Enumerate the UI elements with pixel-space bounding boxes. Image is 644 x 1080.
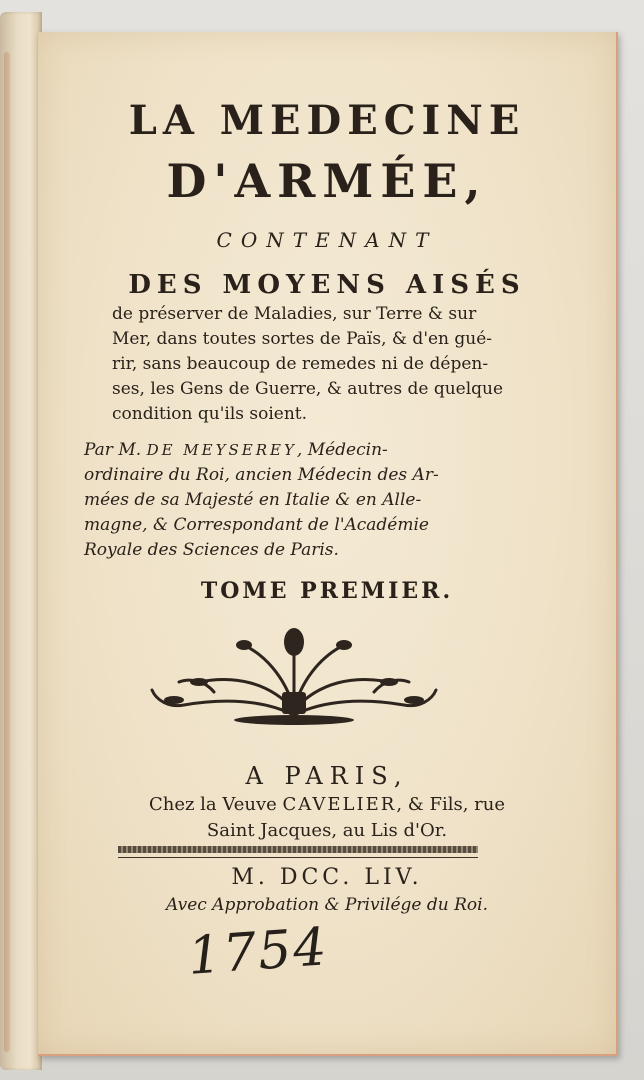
title-page (38, 32, 618, 1056)
title-line-3: CONTENANT (216, 228, 438, 252)
publisher-pre: Chez la Veuve (148, 794, 283, 815)
author-line: magne, & Correspondant de l'Académie (84, 515, 429, 535)
description-line: ses, les Gens de Guerre, & autres de quelque (112, 379, 504, 399)
spine-edge (4, 52, 10, 1052)
description-line: de préserver de Maladies, sur Terre & sur (112, 304, 477, 324)
imprint-year: M. DCC. LIV. (231, 865, 423, 890)
author-line (84, 438, 572, 463)
thin-rule (118, 857, 478, 858)
title-line-4: DES MOYENS AISÉS (128, 270, 526, 300)
author-line: mées de sa Majesté en Italie & en Alle- (84, 490, 422, 510)
author-line: Royale des Sciences de Paris. (84, 540, 339, 560)
publisher-name: CAVELIER (282, 794, 397, 815)
description-line: condition qu'ils soient. (112, 404, 308, 424)
description-line: rir, sans beaucoup de remedes ni de dépen- (112, 354, 489, 374)
volume-label: TOME PREMIER. (200, 578, 454, 604)
imprint-city: A PARIS, (245, 762, 409, 790)
author-prefix: Par M. (84, 440, 147, 460)
publisher-post: , & Fils, rue (396, 794, 506, 815)
imprint-publisher (38, 794, 616, 815)
floral-ornament-icon (144, 620, 444, 730)
book-spine (0, 12, 42, 1070)
privilege-statement: Avec Approbation & Privilége du Roi. (166, 895, 488, 915)
description-line: Mer, dans toutes sortes de Païs, & d'en gué- (112, 329, 493, 349)
imprint-address: Saint Jacques, au Lis d'Or. (206, 820, 448, 841)
handwritten-date: 1754 (186, 917, 331, 987)
author-name: DE MEYSEREY (146, 441, 297, 459)
title-line-2: D'ARMÉE, (166, 154, 488, 208)
author-line: ordinaire du Roi, ancien Médecin des Ar- (84, 465, 439, 485)
ornamental-rule (118, 846, 478, 853)
author-statement (84, 438, 572, 563)
title-line-1: LA MEDECINE (128, 97, 526, 144)
author-line-rest: , Médecin- (296, 440, 388, 460)
description-paragraph (112, 302, 542, 427)
